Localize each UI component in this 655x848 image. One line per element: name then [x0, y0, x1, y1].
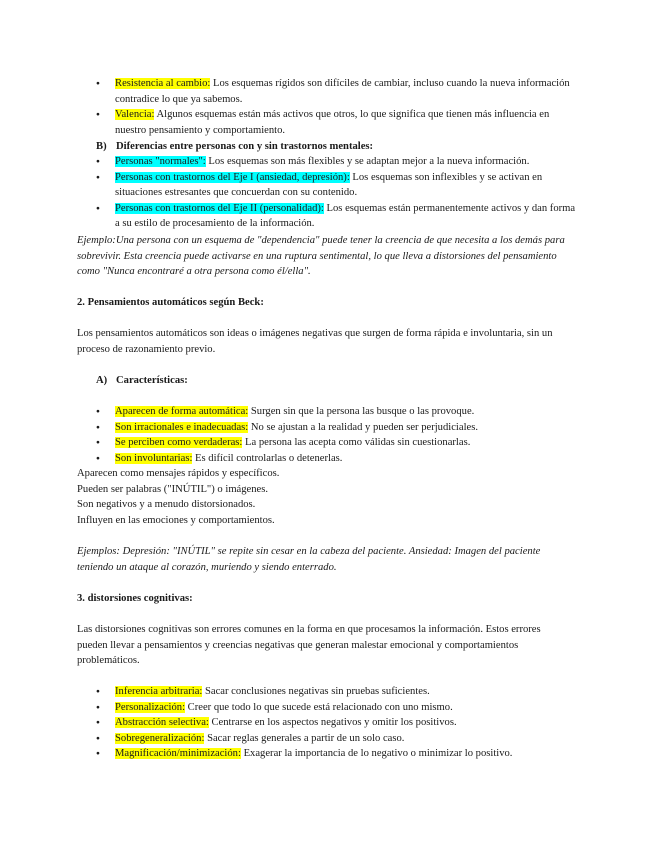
differences-heading: B) Diferencias entre personas con y sin trastornos mentales:: [96, 141, 374, 152]
highlighted-term: Son irracionales e inadecuadas:: [115, 421, 249, 433]
example-dependency: Ejemplo:Una persona con un esquema de "dependencia" puede tener la creencia de que necesita a los demás para sobrevivir. Esta creencia puede activarse en una ruptura sentimental, lo que lleva a distorsiones del pensamiento como "Nunca encontraré a otra persona como él/ella".: [77, 235, 565, 278]
highlighted-term: Magnificación/minimización:: [115, 748, 241, 760]
list-item: ● Son involuntarias: Es difícil controlarlas o detenerlas.: [77, 451, 582, 467]
distortions-list: [77, 684, 582, 762]
highlighted-term: Abstracción selectiva:: [115, 717, 209, 729]
list-item: ● Magnificación/minimización: Exagerar la importancia de lo negativo o minimizar lo positivo.: [77, 746, 582, 762]
characteristics-heading: A) Características:: [96, 375, 188, 386]
list-item: ● Personas "normales": Los esquemas son más flexibles y se adaptan mejor a la nueva información.: [77, 154, 582, 170]
note-line: Aparecen como mensajes rápidos y específicos.: [77, 468, 280, 479]
list-item: ● Personalización: Creer que todo lo que sucede está relacionado con uno mismo.: [77, 700, 582, 716]
highlighted-term: Personas "normales":: [115, 156, 206, 167]
list-item: ● Son irracionales e inadecuadas: No se ajustan a la realidad y pueden ser perjudiciales.: [77, 420, 582, 436]
list-item: ● Valencia: Algunos esquemas están más activos que otros, lo que significa que tienen más influencia en nuestro pensamiento y comportamiento.: [77, 107, 582, 138]
schema-properties-list: [77, 76, 582, 138]
note-line: Influyen en las emociones y comportamientos.: [77, 514, 275, 526]
note-line: Pueden ser palabras ("INÚTIL") o imágenes.: [77, 483, 269, 495]
list-item: ● Se perciben como verdaderas: La persona las acepta como válidas sin cuestionarlas.: [77, 435, 582, 451]
list-item: ● Personas con trastornos del Eje I (ansiedad, depresión): Los esquemas son inflexibles y se activan en situaciones estresantes que concuerdan con su contenido.: [77, 170, 582, 201]
section-3-title: 3. distorsiones cognitivas:: [77, 593, 193, 604]
characteristics-list: [77, 404, 582, 466]
section-2-intro: Los pensamientos automáticos son ideas o imágenes negativas que surgen de forma rápida e involuntaria, sin un proceso de razonamiento previo.: [77, 328, 553, 355]
section-2-title: 2. Pensamientos automáticos según Beck:: [77, 297, 264, 308]
list-item: ● Aparecen de forma automática: Surgen sin que la persona las busque o las provoque.: [77, 404, 582, 420]
highlighted-term: Personalización:: [115, 701, 186, 713]
differences-list: [77, 154, 582, 232]
example-depression-anxiety: Ejemplos: Depresión: "INÚTIL" se repite sin cesar en la cabeza del paciente. Ansiedad: Imagen del paciente teniendo un ataque al corazón, muriendo y siendo enterrado.: [77, 546, 541, 573]
note-line: Son negativos y a menudo distorsionados.: [77, 499, 256, 511]
list-item: ● Inferencia arbitraria: Sacar conclusiones negativas sin pruebas suficientes.: [77, 684, 582, 700]
highlighted-term: Resistencia al cambio:: [115, 78, 211, 89]
list-item: ● Resistencia al cambio: Los esquemas rígidos son difíciles de cambiar, incluso cuando la nueva información contradice lo que ya sabemos.: [77, 76, 582, 107]
highlighted-term: Aparecen de forma automática:: [115, 406, 249, 417]
highlighted-term: Inferencia arbitraria:: [115, 686, 203, 697]
list-item: ● Sobregeneralización: Sacar reglas generales a partir de un solo caso.: [77, 731, 582, 747]
highlighted-term: Son involuntarias:: [115, 452, 193, 464]
section-3-intro: Las distorsiones cognitivas son errores comunes en la forma en que procesamos la información. Estos errores pueden llevar a pensamientos y creencias negativas que generan malestar emocional y comportamientos problemáticos.: [77, 624, 541, 667]
highlighted-term: Personas con trastornos del Eje I (ansiedad, depresión):: [115, 171, 350, 183]
highlighted-term: Personas con trastornos del Eje II (personalidad):: [115, 202, 324, 214]
highlighted-term: Se perciben como verdaderas:: [115, 437, 243, 449]
list-item: ● Abstracción selectiva: Centrarse en los aspectos negativos y omitir los positivos.: [77, 715, 582, 731]
highlighted-term: Sobregeneralización:: [115, 732, 205, 744]
list-item: ● Personas con trastornos del Eje II (personalidad): Los esquemas están permanentemente activos y dan forma a su estilo de procesamiento de la información.: [77, 201, 582, 232]
highlighted-term: Valencia:: [115, 109, 155, 121]
characteristics-notes: [77, 466, 582, 528]
